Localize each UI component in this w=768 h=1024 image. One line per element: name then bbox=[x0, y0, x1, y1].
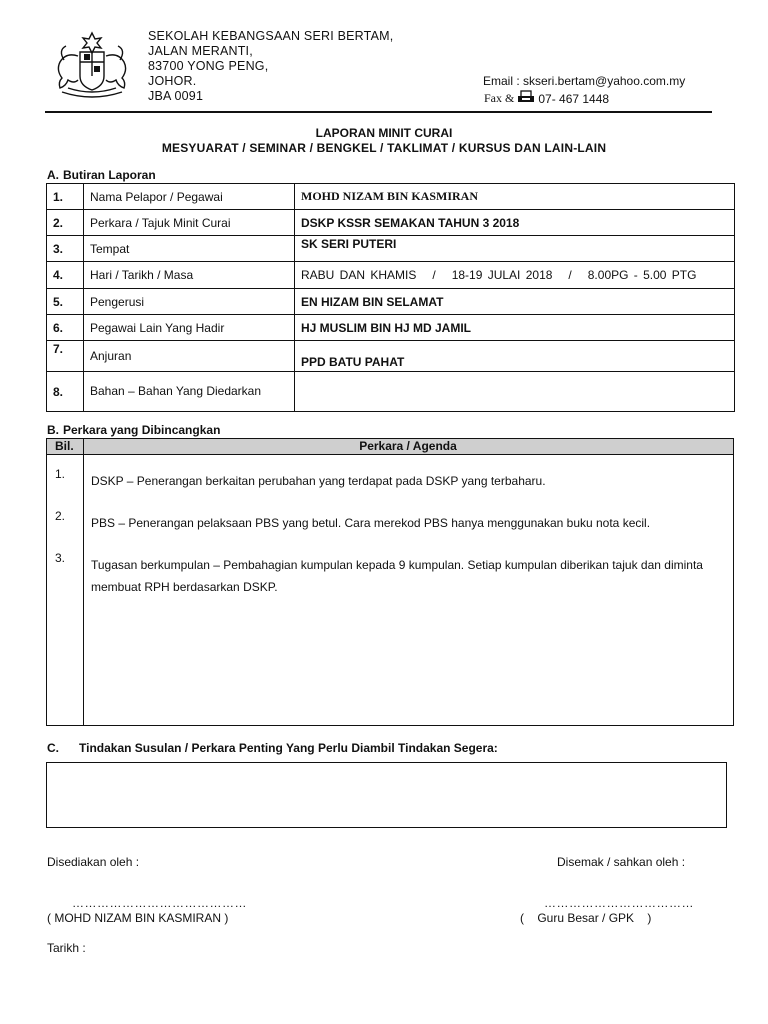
column-divider bbox=[83, 439, 84, 725]
row-number: 6. bbox=[47, 315, 84, 341]
phone-fax-icon bbox=[517, 90, 535, 107]
agenda-item-text: Tugasan berkumpulan – Pembahagian kumpulan kepada 9 kumpulan. Setiap kumpulan diberikan tajuk dan diminta membuat RPH berdasarkan DSKP. bbox=[91, 558, 703, 594]
row-number: 5. bbox=[47, 289, 84, 315]
row-value bbox=[295, 372, 735, 412]
row-label: Perkara / Tajuk Minit Curai bbox=[84, 210, 295, 236]
table-row bbox=[47, 210, 735, 236]
prepared-by-name: ( MOHD NIZAM BIN KASMIRAN ) bbox=[47, 911, 229, 925]
agenda-item-text: DSKP – Penerangan berkaitan perubahan yang terdapat pada DSKP yang terbaharu. bbox=[91, 474, 546, 488]
table-row bbox=[47, 372, 735, 412]
section-letter: B. bbox=[47, 423, 59, 437]
report-title: LAPORAN MINIT CURAI bbox=[315, 126, 453, 140]
row-number: 3. bbox=[47, 236, 84, 262]
row-value: HJ MUSLIM BIN HJ MD JAMIL bbox=[295, 315, 735, 341]
row-number: 2. bbox=[47, 210, 84, 236]
agenda-item-text: PBS – Penerangan pelaksaan PBS yang betul. Cara merekod PBS hanya menggunakan buku nota kecil. bbox=[91, 516, 651, 530]
section-letter: A. bbox=[47, 168, 59, 182]
school-code: JBA 0091 bbox=[148, 89, 204, 103]
row-value: RABU DAN KHAMIS / 18-19 JULAI 2018 / 8.00PG - 5.00 PTG bbox=[295, 262, 735, 289]
row-number: 4. bbox=[47, 262, 84, 289]
agenda-item-number: 3. bbox=[55, 551, 66, 565]
row-label: Pegawai Lain Yang Hadir bbox=[84, 315, 295, 341]
section-a-heading bbox=[47, 168, 156, 182]
table-row bbox=[47, 289, 735, 315]
address-line: JOHOR. bbox=[148, 74, 197, 88]
section-b-heading bbox=[47, 423, 220, 437]
section-title: Tindakan Susulan / Perkara Penting Yang Perlu Diambil Tindakan Segera: bbox=[79, 741, 498, 755]
row-number: 8. bbox=[47, 372, 84, 412]
row-label: Bahan – Bahan Yang Diedarkan bbox=[84, 372, 295, 412]
date-label: Tarikh : bbox=[47, 941, 86, 955]
column-header-bil: Bil. bbox=[55, 439, 74, 453]
column-header-agenda: Perkara / Agenda bbox=[359, 439, 457, 453]
row-label: Pengerusi bbox=[84, 289, 295, 315]
agenda-table-header bbox=[47, 439, 733, 455]
signature-line: …………………………………… bbox=[72, 896, 247, 910]
row-label: Hari / Tarikh / Masa bbox=[84, 262, 295, 289]
address-line: JALAN MERANTI, bbox=[148, 44, 253, 58]
signature-line: ……………………………… bbox=[544, 896, 694, 910]
row-value: PPD BATU PAHAT bbox=[295, 341, 735, 372]
address-line: SEKOLAH KEBANGSAAN SERI BERTAM, bbox=[148, 29, 394, 43]
prepared-by-label: Disediakan oleh : bbox=[47, 855, 140, 869]
school-address bbox=[148, 29, 393, 104]
coat-of-arms-logo bbox=[44, 30, 140, 102]
school-email: Email : skseri.bertam@yahoo.com.my bbox=[483, 74, 686, 88]
section-letter: C. bbox=[47, 741, 59, 755]
row-value: MOHD NIZAM BIN KASMIRAN bbox=[295, 184, 735, 210]
row-value: DSKP KSSR SEMAKAN TAHUN 3 2018 bbox=[295, 210, 735, 236]
row-value: SK SERI PUTERI bbox=[295, 236, 735, 262]
header-divider bbox=[45, 111, 712, 113]
agenda-item-number: 2. bbox=[55, 509, 66, 523]
row-number: 1. bbox=[47, 184, 84, 210]
table-row bbox=[47, 262, 735, 289]
row-value: EN HIZAM BIN SELAMAT bbox=[295, 289, 735, 315]
follow-up-action-box bbox=[46, 762, 727, 828]
address-line: 83700 YONG PENG, bbox=[148, 59, 269, 73]
agenda-table bbox=[46, 438, 734, 726]
section-title: Butiran Laporan bbox=[63, 168, 156, 182]
fax-label: Fax & bbox=[484, 91, 515, 105]
table-row bbox=[47, 184, 735, 210]
report-subtitle: MESYUARAT / SEMINAR / BENGKEL / TAKLIMAT / KURSUS DAN LAIN-LAIN bbox=[161, 141, 607, 155]
agenda-item-number: 1. bbox=[55, 467, 66, 481]
row-label: Anjuran bbox=[84, 341, 295, 372]
section-c-heading bbox=[47, 741, 498, 755]
fax-number: 07- 467 1448 bbox=[538, 91, 610, 106]
report-details-table bbox=[46, 183, 735, 412]
verified-by-label: Disemak / sahkan oleh : bbox=[557, 855, 686, 869]
table-row bbox=[47, 236, 735, 262]
row-label: Tempat bbox=[84, 236, 295, 262]
table-row bbox=[47, 315, 735, 341]
table-row bbox=[47, 341, 735, 372]
verified-by-name: ( Guru Besar / GPK ) bbox=[520, 911, 652, 925]
school-fax bbox=[484, 90, 609, 107]
row-label: Nama Pelapor / Pegawai bbox=[84, 184, 295, 210]
row-number: 7. bbox=[47, 341, 84, 372]
section-title: Perkara yang Dibincangkan bbox=[63, 423, 221, 437]
